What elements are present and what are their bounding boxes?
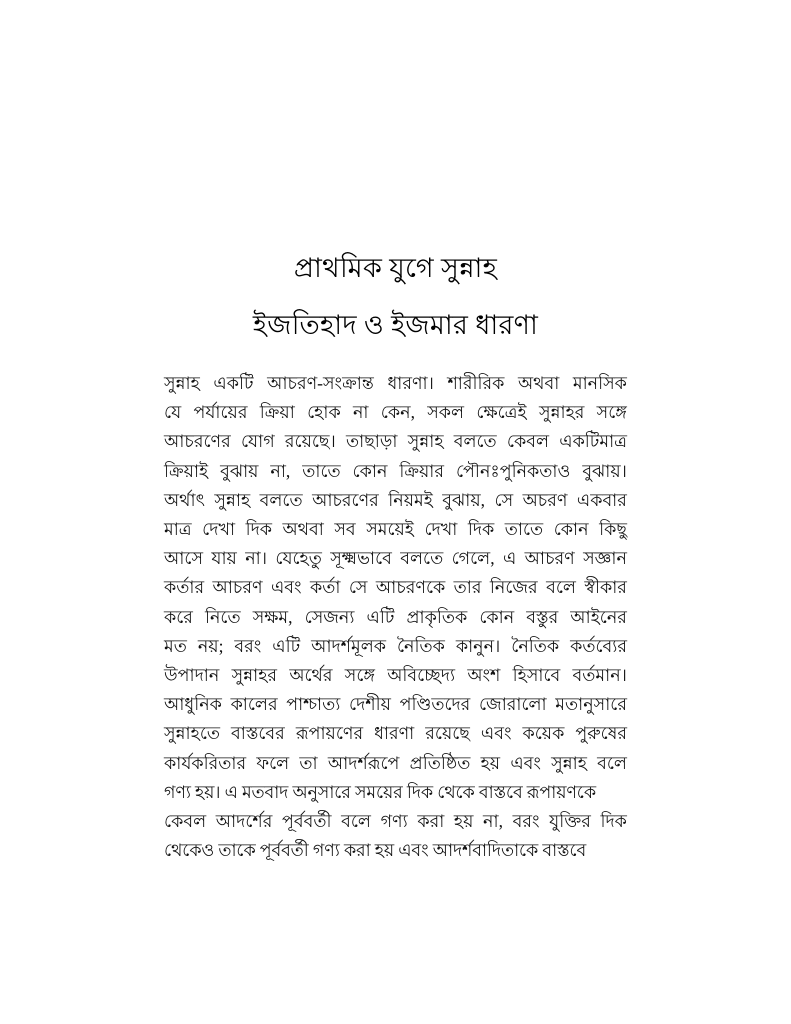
body-word: কোন bbox=[352, 460, 388, 481]
body-word: হয় bbox=[453, 811, 474, 832]
body-word: নিয়মই bbox=[388, 489, 433, 510]
body-word: না, bbox=[270, 460, 291, 481]
body-word: স্বীকার bbox=[584, 577, 627, 598]
body-word: করে bbox=[164, 606, 193, 627]
body-word: দেশীয় bbox=[348, 694, 391, 715]
body-word: সক্ষম, bbox=[252, 606, 293, 627]
body-word: একটিমাত্র bbox=[559, 431, 627, 452]
body-word: কর্তার bbox=[164, 577, 205, 598]
body-line bbox=[164, 719, 627, 748]
body-line bbox=[164, 544, 627, 573]
body-word: কেন, bbox=[380, 402, 415, 423]
body-word: সে bbox=[348, 577, 368, 598]
title-line-2: ইজতিহাদ ও ইজমার ধারণা bbox=[252, 310, 539, 340]
body-word: তাতে bbox=[302, 460, 341, 481]
body-word: নৈতিক bbox=[396, 635, 445, 656]
body-word: যায় bbox=[211, 548, 237, 569]
body-word: কোন bbox=[479, 606, 515, 627]
body-word: পাশ্চাত্য bbox=[286, 694, 341, 715]
body-word: নয়; bbox=[197, 635, 224, 656]
body-word: এবং bbox=[270, 577, 302, 598]
body-word: সব bbox=[334, 519, 356, 540]
body-word: সেজন্য bbox=[304, 606, 355, 627]
body-word: বলতে bbox=[453, 431, 497, 452]
body-word: করা bbox=[417, 811, 445, 832]
body-word: নিতে bbox=[204, 606, 241, 627]
body-line bbox=[164, 457, 627, 486]
body-word: আদর্শের bbox=[215, 811, 273, 832]
body-line bbox=[164, 603, 627, 632]
body-word: সকল bbox=[427, 402, 465, 423]
body-word: একটি bbox=[213, 373, 254, 393]
body-word: হোক bbox=[307, 402, 341, 423]
body-word: বলতে bbox=[259, 489, 303, 510]
body-word: তাছাড়া bbox=[346, 431, 398, 452]
body-word: এটি bbox=[366, 606, 395, 627]
body-line bbox=[164, 515, 627, 544]
body-line bbox=[164, 690, 627, 719]
body-line bbox=[164, 486, 627, 515]
body-word: অথবা bbox=[282, 519, 324, 540]
body-line bbox=[164, 369, 627, 398]
body-word: না। bbox=[245, 548, 267, 569]
body-word: বলে bbox=[546, 577, 576, 598]
body-line bbox=[164, 632, 627, 661]
document-title bbox=[0, 248, 791, 345]
body-word: সুন্নাহর bbox=[538, 402, 585, 423]
body-word: অচরণ bbox=[522, 489, 568, 510]
body-line: থেকেও তাকে পূর্ববর্তী গণ্য করা হয় এবং আদর্শবাদিতাকে বাস্তবে bbox=[164, 840, 587, 861]
body-word: আচরণ bbox=[524, 548, 575, 569]
body-word: সূক্ষ্মভাবে bbox=[330, 548, 392, 569]
body-word: আচরণের bbox=[164, 431, 231, 452]
body-word: অর্থের bbox=[289, 665, 333, 686]
body-word: ক্রিয়া bbox=[259, 402, 295, 423]
body-word: আচরণ-সংক্রান্ত bbox=[267, 373, 374, 393]
body-word: রয়েছে। bbox=[284, 431, 336, 452]
body-word: সুন্নাহ bbox=[551, 752, 587, 773]
body-word: যুক্তির bbox=[549, 811, 591, 832]
body-word: বলতে bbox=[400, 548, 444, 569]
body-word: বস্তুর bbox=[526, 606, 559, 627]
body-word: না, bbox=[483, 811, 503, 832]
body-line: গণ্য হয়। এ মতবাদ অনুসারে সময়ের দিক থেকে বাস্তবে রূপায়ণকে bbox=[164, 781, 596, 802]
body-word: কার্যকরিতার bbox=[164, 752, 247, 773]
body-word: পৌনঃপুনিকতাও bbox=[455, 460, 571, 481]
body-word: কোন bbox=[553, 519, 589, 540]
body-word: পুরুষের bbox=[575, 723, 627, 744]
body-word: বুঝায়। bbox=[582, 460, 627, 481]
body-word: পর্যায়ের bbox=[193, 402, 248, 423]
body-word: বরং bbox=[512, 811, 540, 832]
body-word: হিসাবে bbox=[512, 665, 561, 686]
body-word: ধারণা। bbox=[387, 373, 434, 393]
body-word: কানুন। bbox=[455, 635, 501, 656]
body-word: নিজের bbox=[489, 577, 538, 598]
body-word: তার bbox=[453, 577, 482, 598]
body-word: আচরণ bbox=[212, 577, 263, 598]
body-word: জোরালো bbox=[478, 694, 547, 715]
body-word: এ bbox=[502, 548, 517, 569]
body-word: না bbox=[352, 402, 369, 423]
body-word: কর্তা bbox=[309, 577, 341, 598]
body-word: হয় bbox=[480, 752, 501, 773]
body-word: পূর্ববর্তী bbox=[282, 811, 332, 832]
body-word: দিক bbox=[467, 519, 495, 540]
body-word: আদর্শমূলক bbox=[311, 635, 387, 656]
body-word: আসে bbox=[164, 548, 204, 569]
body-word: যে bbox=[164, 402, 182, 423]
body-word: কয়েক bbox=[522, 723, 565, 744]
body-word: ফলে bbox=[256, 752, 290, 773]
body-word: দেখা bbox=[424, 519, 458, 540]
body-word: সুন্নাহর bbox=[231, 665, 278, 686]
title-line-1: প্রাথমিক যুগে সুন্নাহ bbox=[293, 253, 498, 283]
body-word: এবং bbox=[480, 723, 512, 744]
body-word: বলে bbox=[597, 752, 627, 773]
body-word: দিক bbox=[245, 519, 273, 540]
page-top-margin bbox=[0, 0, 791, 248]
body-word: অবিচ্ছেদ্য bbox=[387, 665, 456, 686]
body-word: তাতে bbox=[504, 519, 544, 540]
body-word: ধারণা bbox=[374, 723, 415, 744]
body-word: সে bbox=[494, 489, 514, 510]
body-word: কেবল bbox=[506, 431, 550, 452]
body-word: কিছু bbox=[599, 519, 627, 540]
body-word: অর্থাৎ bbox=[164, 489, 205, 510]
body-word: গেলে, bbox=[451, 548, 495, 569]
body-line bbox=[164, 661, 627, 690]
body-word: সজ্ঞান bbox=[583, 548, 627, 569]
body-word: অংশ bbox=[467, 665, 501, 686]
body-word: মত bbox=[164, 635, 187, 656]
body-word: দিক bbox=[600, 811, 627, 832]
body-line bbox=[164, 749, 627, 778]
body-word: বুঝায় bbox=[220, 460, 259, 481]
body-word: কেবল bbox=[164, 811, 207, 832]
body-word: তা bbox=[299, 752, 318, 773]
body-line bbox=[164, 398, 627, 427]
body-word: ক্ষেত্রেই bbox=[476, 402, 527, 423]
body-word: একবার bbox=[576, 489, 627, 510]
body-word: সঙ্গে bbox=[596, 402, 627, 423]
body-word: এটি bbox=[272, 635, 301, 656]
body-word: বর্তমান। bbox=[572, 665, 627, 686]
body-word: কালের bbox=[230, 694, 278, 715]
body-word: বলে bbox=[341, 811, 371, 832]
body-word: দেখা bbox=[202, 519, 236, 540]
body-word: সুন্নাহ bbox=[214, 489, 251, 510]
body-word: আচরণের bbox=[312, 489, 379, 510]
body-word: সময়েই bbox=[366, 519, 414, 540]
body-word: আদর্শরূপে bbox=[327, 752, 400, 773]
body-word: আধুনিক bbox=[164, 694, 222, 715]
body-word: উপাদান bbox=[164, 665, 220, 686]
body-word: সুন্নাহতে bbox=[164, 723, 220, 744]
body-word: পণ্ডিতদের bbox=[399, 694, 471, 715]
body-word: বাস্তবের bbox=[231, 723, 285, 744]
body-word: মতানুসারে bbox=[555, 694, 627, 715]
body-line bbox=[164, 807, 627, 836]
body-word: নৈতিক bbox=[511, 635, 560, 656]
body-word: বুঝায়, bbox=[442, 489, 486, 510]
body-line bbox=[164, 573, 627, 602]
body-word: ক্রিয়ার bbox=[399, 460, 445, 481]
body-paragraph bbox=[164, 345, 627, 865]
body-word: প্রাকৃতিক bbox=[406, 606, 468, 627]
body-line bbox=[164, 427, 627, 456]
body-word: শারীরিক bbox=[447, 373, 505, 393]
body-word: মাত্র bbox=[164, 519, 192, 540]
body-word: সঙ্গে bbox=[344, 665, 375, 686]
body-word: অথবা bbox=[517, 373, 560, 393]
body-word: কর্তব্যের bbox=[570, 635, 627, 656]
body-word: এবং bbox=[510, 752, 541, 773]
body-word: আচরণকে bbox=[375, 577, 446, 598]
body-word: যেহেতু bbox=[275, 548, 322, 569]
body-word: সুন্নাহ bbox=[164, 373, 200, 393]
body-word: গণ্য bbox=[380, 811, 408, 832]
body-word: যোগ bbox=[240, 431, 275, 452]
body-word: প্রতিষ্ঠিত bbox=[409, 752, 471, 773]
body-word: মানসিক bbox=[572, 373, 627, 393]
body-word: রয়েছে bbox=[425, 723, 470, 744]
body-word: সুন্নাহ bbox=[407, 431, 444, 452]
body-word: বরং bbox=[234, 635, 262, 656]
body-word: রূপায়ণের bbox=[295, 723, 364, 744]
body-word: আইনের bbox=[570, 606, 627, 627]
body-word: ক্রিয়াই bbox=[164, 460, 209, 481]
